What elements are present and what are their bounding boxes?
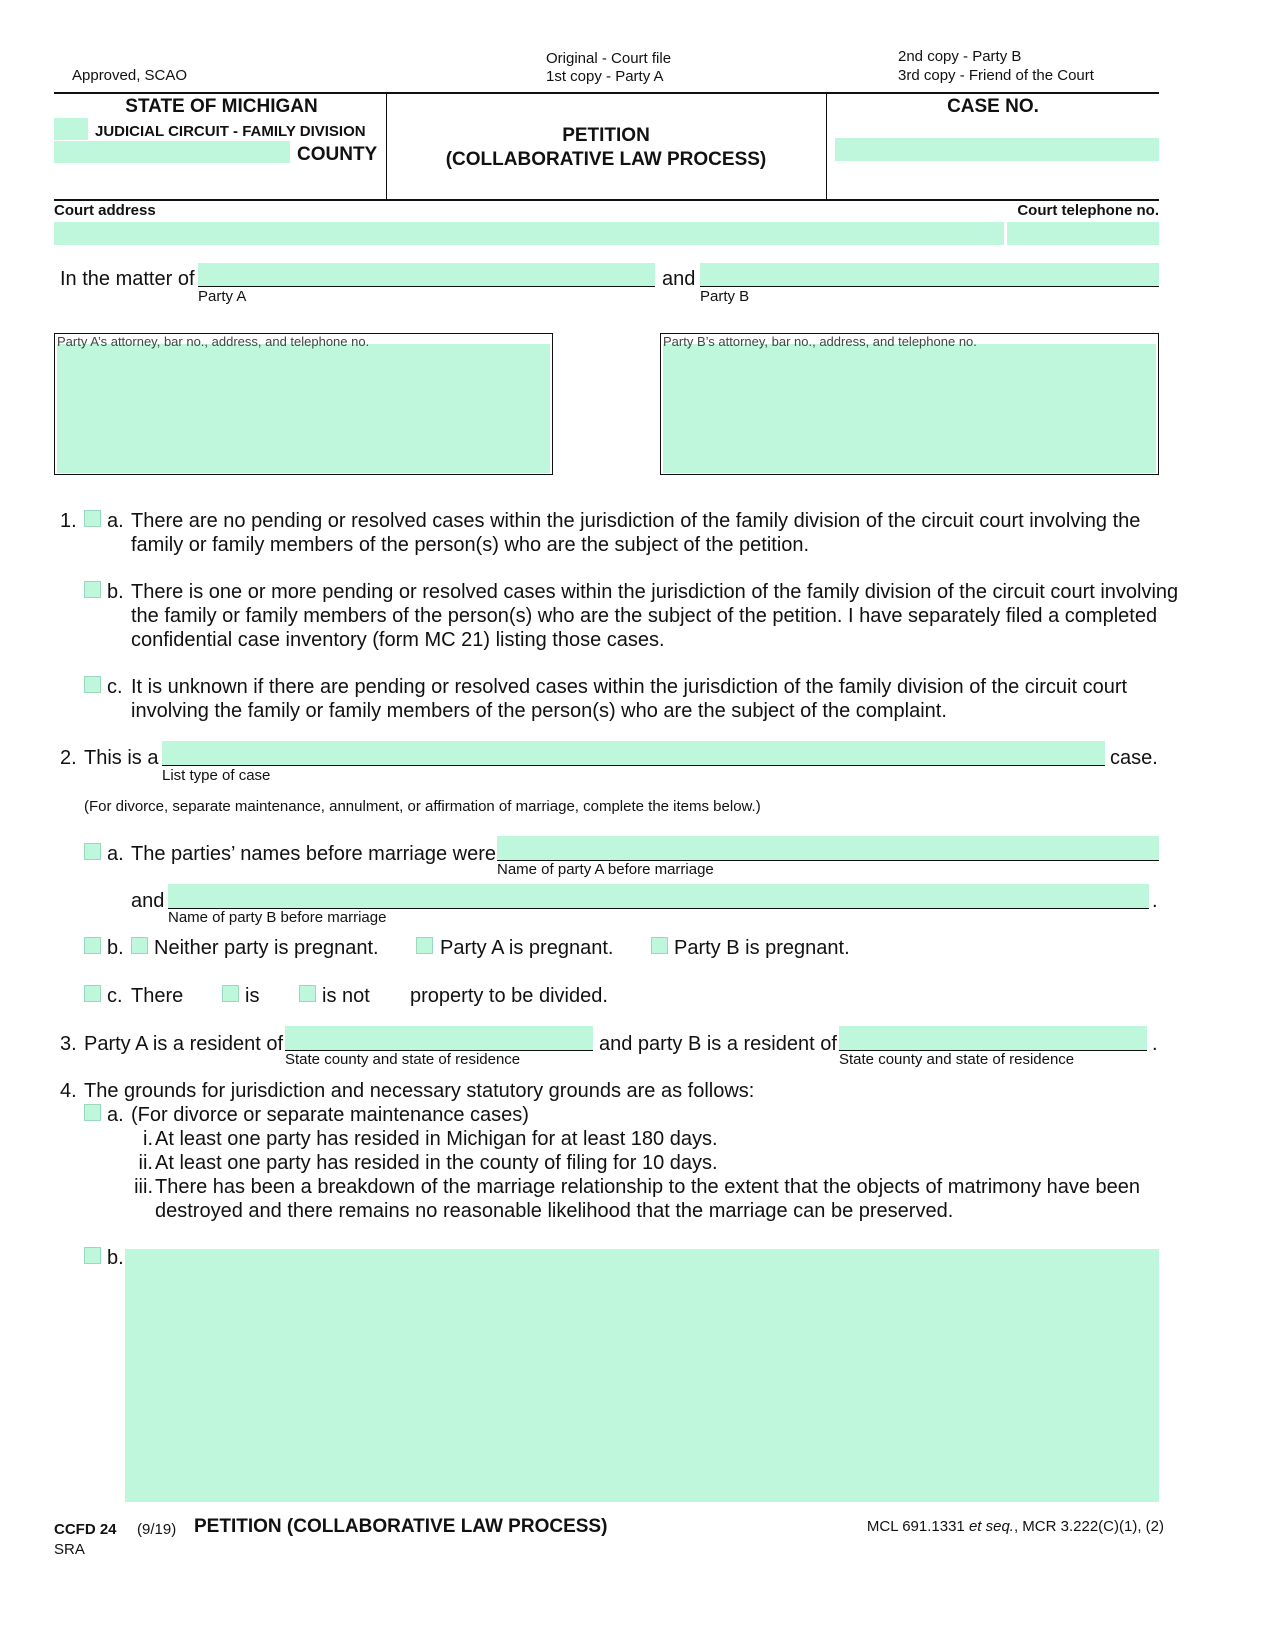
case-type-underline (162, 765, 1105, 766)
item2c-there: There (131, 985, 184, 1007)
footer-citation (800, 1518, 1164, 1536)
item1c-line2: involving the family or family members of the person(s) who are the subject of the complaint. (131, 700, 947, 722)
item2-note: (For divorce, separate maintenance, annulment, or affirmation of marriage, complete the items below.) (84, 798, 761, 815)
item4a-iii-num: iii. (134, 1176, 153, 1198)
item3-period: . (1152, 1033, 1158, 1055)
party-a-pregnant-label: Party A is pregnant. (440, 937, 614, 959)
attorney-b-label: Party B’s attorney, bar no., address, and telephone no. (663, 334, 977, 349)
item2a-and: and (131, 890, 165, 912)
item4-text: The grounds for jurisdiction and necessary statutory grounds are as follows: (84, 1080, 755, 1102)
item4a-checkbox[interactable] (84, 1104, 101, 1121)
item4a-text: (For divorce or separate maintenance cases) (131, 1104, 529, 1126)
footer-date: (9/19) (137, 1521, 177, 1538)
item1c-checkbox[interactable] (84, 676, 101, 693)
case-type-field[interactable] (162, 741, 1105, 765)
item2b-checkbox[interactable] (84, 937, 101, 954)
copy-first: 1st copy - Party A (546, 68, 664, 85)
approved-text: Approved, SCAO (72, 67, 188, 84)
property-is-checkbox[interactable] (222, 985, 239, 1002)
state-title: STATE OF MICHIGAN (125, 96, 318, 117)
party-a-residence-caption: State county and state of residence (285, 1051, 521, 1068)
footer-form-id: CCFD 24 (54, 1521, 117, 1538)
form-title-line2: (COLLABORATIVE LAW PROCESS) (445, 149, 767, 170)
item4a-ii-num: ii. (138, 1152, 153, 1174)
item2a-checkbox[interactable] (84, 843, 101, 860)
item2-prefix: This is a (84, 747, 159, 769)
item2b-letter: b. (107, 937, 124, 959)
party-b-maiden-caption: Name of party B before marriage (168, 909, 387, 926)
item1b-letter: b. (107, 581, 124, 603)
item2a-text: The parties’ names before marriage were (131, 843, 496, 865)
party-b-residence-field[interactable] (839, 1026, 1147, 1050)
property-is-not-label: is not (322, 985, 370, 1007)
party-a-maiden-name-field[interactable] (497, 836, 1159, 860)
item1b-checkbox[interactable] (84, 581, 101, 598)
footer-sra: SRA (54, 1541, 85, 1558)
item1a-line2: family or family members of the person(s) who are the subject of the petition. (131, 534, 810, 556)
item2c-letter: c. (107, 985, 123, 1007)
header-bottom-rule (54, 199, 1159, 201)
copy-second: 2nd copy - Party B (898, 48, 1022, 65)
item1b-line1: There is one or more pending or resolved cases within the jurisdiction of the family division of the circuit court involving (131, 581, 1179, 603)
court-phone-label: Court telephone no. (1017, 202, 1159, 219)
party-a-maiden-caption: Name of party A before marriage (497, 861, 714, 878)
circuit-number-field[interactable] (54, 118, 88, 140)
circuit-label: JUDICIAL CIRCUIT - FAMILY DIVISION (95, 123, 366, 140)
county-label: COUNTY (297, 144, 378, 165)
case-type-caption: List type of case (162, 767, 271, 784)
item4b-checkbox[interactable] (84, 1247, 101, 1264)
party-a-underline (198, 286, 655, 287)
item1a-checkbox[interactable] (84, 510, 101, 527)
item2-number: 2. (60, 747, 77, 769)
attorney-a-field[interactable] (57, 344, 550, 473)
item4a-i-num: i. (143, 1128, 153, 1150)
county-field[interactable] (54, 141, 290, 163)
party-b-caption: Party B (700, 288, 750, 305)
court-address-field[interactable] (54, 222, 1004, 245)
copy-third: 3rd copy - Friend of the Court (898, 67, 1094, 84)
item1b-line3: confidential case inventory (form MC 21) listing those cases. (131, 629, 665, 651)
item1b-line2: the family or family members of the person(s) who are the subject of the petition. I have separately filed a completed (131, 605, 1158, 627)
item2-suffix: case. (1110, 747, 1158, 769)
footer-citation-mcl: MCL 691.1331 (866, 1518, 969, 1535)
item1a-line1: There are no pending or resolved cases within the jurisdiction of the family division of the circuit court involving the (131, 510, 1141, 532)
party-b-underline (700, 286, 1159, 287)
item2a-period: . (1152, 890, 1158, 912)
property-text: property to be divided. (410, 985, 608, 1007)
item3-number: 3. (60, 1033, 77, 1055)
party-b-residence-caption: State county and state of residence (839, 1051, 1075, 1068)
footer-title: PETITION (COLLABORATIVE LAW PROCESS) (194, 1516, 608, 1537)
matter-and: and (662, 268, 696, 290)
item4a-iii-line2: destroyed and there remains no reasonable likelihood that the marriage can be preserved. (155, 1200, 954, 1222)
item4b-letter: b. (107, 1247, 124, 1269)
party-b-maiden-name-field[interactable] (168, 884, 1149, 908)
item1c-letter: c. (107, 676, 123, 698)
party-b-pregnant-checkbox[interactable] (651, 937, 668, 954)
case-no-label: CASE NO. (947, 96, 1039, 117)
item1c-line1: It is unknown if there are pending or resolved cases within the jurisdiction of the family division of the circuit court (131, 676, 1128, 698)
item4a-iii-line1: There has been a breakdown of the marriage relationship to the extent that the objects of matrimony have been (155, 1176, 1141, 1198)
party-b-name-field[interactable] (700, 263, 1159, 286)
item4b-grounds-field[interactable] (125, 1249, 1159, 1502)
property-is-label: is (245, 985, 260, 1007)
form-title-line1: PETITION (562, 125, 650, 146)
header-divider-right (826, 94, 827, 200)
party-a-name-field[interactable] (198, 263, 655, 286)
attorney-b-field[interactable] (663, 344, 1156, 473)
item1a-letter: a. (107, 510, 124, 532)
court-address-label: Court address (54, 202, 156, 219)
case-no-field[interactable] (835, 138, 1159, 161)
item4-number: 4. (60, 1080, 77, 1102)
party-a-residence-field[interactable] (285, 1026, 593, 1050)
item4a-i-text: At least one party has resided in Michigan for at least 180 days. (155, 1128, 718, 1150)
item1-number: 1. (60, 510, 77, 532)
court-phone-field[interactable] (1007, 222, 1159, 245)
party-a-pregnant-checkbox[interactable] (416, 937, 433, 954)
header-top-rule (54, 92, 1159, 94)
matter-prefix: In the matter of (60, 268, 195, 290)
item4a-ii-text: At least one party has resided in the county of filing for 10 days. (155, 1152, 718, 1174)
item4a-letter: a. (107, 1104, 124, 1126)
footer-citation-mcr: , MCR 3.222(C)(1), (2) (1013, 1518, 1164, 1535)
party-b-pregnant-label: Party B is pregnant. (674, 937, 850, 959)
copy-original: Original - Court file (546, 50, 672, 67)
item2a-letter: a. (107, 843, 124, 865)
item3-prefix: Party A is a resident of (84, 1033, 283, 1055)
party-a-caption: Party A (198, 288, 247, 305)
item3-mid: and party B is a resident of (599, 1033, 837, 1055)
neither-pregnant-checkbox[interactable] (131, 937, 148, 954)
footer-citation-etseq: et seq. (968, 1518, 1014, 1535)
item2c-checkbox[interactable] (84, 985, 101, 1002)
property-is-not-checkbox[interactable] (299, 985, 316, 1002)
neither-pregnant-label: Neither party is pregnant. (154, 937, 379, 959)
attorney-a-label: Party A’s attorney, bar no., address, and telephone no. (57, 334, 370, 349)
